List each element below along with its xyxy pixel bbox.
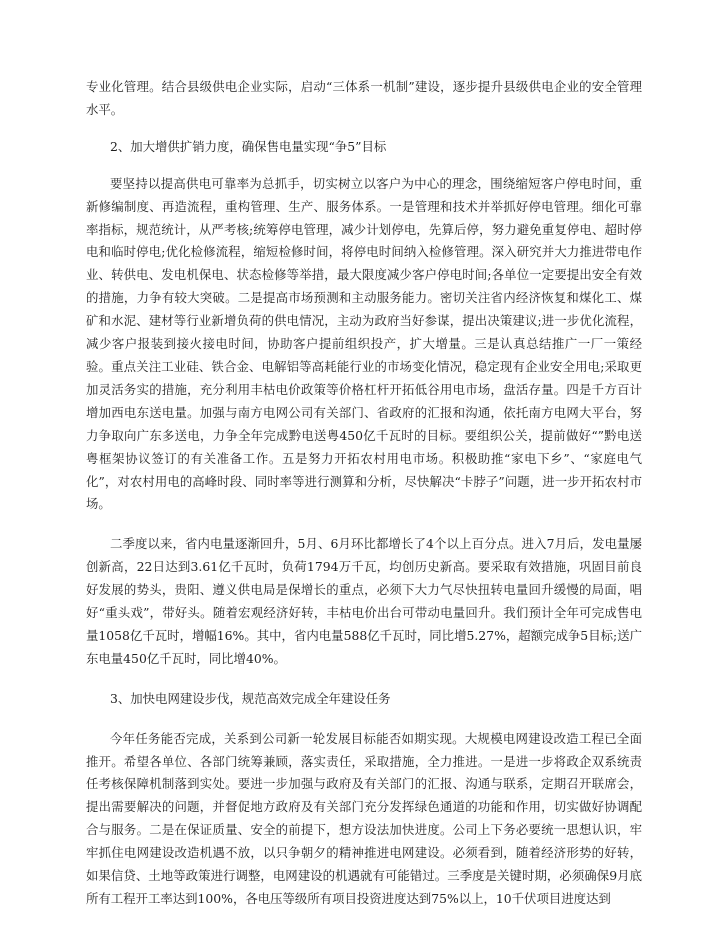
paragraph-safety-management: 专业化管理。结合县级供电企业实际，启动“三体系一机制”建设，逐步提升县级供电企业的安全管理水平。 [86, 79, 642, 117]
document-body [86, 76, 642, 911]
paragraph-q2-electricity: 二季度以来，省内电量逐渐回升，5月、6月环比都增长了4个以上百分点。进入7月后，发电量屡创新高，22日达到3.61亿千瓦时，负荷1794万千瓦，均创历史新高。要采取有效措施，巩固目前良好发展的势头，贵阳、遵义供电局是保增长的重点，必须下大力气尽快扭转电量回升缓慢的局面，唱好“重头戏”，带好头。随着宏观经济好转，丰枯电价出台可带动电量回升。我们预计全年可完成售电量1058亿千瓦时，增幅16%。其中，省内电量588亿千瓦时，同比增5.27%，超额完成争5目标;送广东电量450亿千瓦时，同比增40%。 [86, 536, 642, 666]
section-heading-2: 2、加大增供扩销力度，确保售电量实现“争5”目标 [110, 138, 387, 154]
paragraph-grid-construction: 今年任务能否完成，关系到公司新一轮发展目标能否如期实现。大规模电网建设改造工程已全面推开。希望各单位、各部门统筹兼顾，落实责任，采取措施，全力推进。一是进一步将政企双系统责任考核保障机制落到实处。要进一步加强与政府及有关部门的汇报、沟通与联系，定期召开联席会，提出需要解决的问题，并督促地方政府及有关部门充分发挥绿色通道的功能和作用，切实做好协调配合与服务。二是在保证质量、安全的前提下，想方设法加快进度。公司上下务必要统一思想认识，牢牢抓住电网建设改造机遇不放，以只争朝夕的精神推进电网建设。必须看到，随着经济形势的好转，如果信贷、土地等政策进行调整，电网建设的机遇就有可能错过。三季度是关键时期，必须确保9月底所有工程开工率达到100%，各电压等级所有项目投资进度达到75%以上，10千伏项目进度达到 [86, 730, 642, 906]
paragraph-power-reliability: 要坚持以提高供电可靠率为总抓手，切实树立以客户为中心的理念，围绕缩短客户停电时间，重新修编制度、再造流程，重构管理、生产、服务体系。一是管理和技术并举抓好停电管理。细化可靠率指标，规范统计，从严考核;统筹停电管理，减少计划停电，先算后停，努力避免重复停电、超时停电和临时停电;优化检修流程，缩短检修时间，将停电时间纳入检修管理。深入研究并大力推进带电作业、转供电、发电机保电、状态检修等举措，最大限度减少客户停电时间;各单位一定要提出安全有效的措施，力争有较大突破。二是提高市场预测和主动服务能力。密切关注省内经济恢复和煤化工、煤矿和水泥、建材等行业新增负荷的供电情况，主动为政府当好参谋，提出决策建议;进一步优化流程，减少客户报装到接火接电时间，协助客户提前组织投产，扩大增量。三是认真总结推广一厂一策经验。重点关注工业硅、铁合金、电解铝等高耗能行业的市场变化情况，稳定现有企业安全用电;采取更加灵活务实的措施，充分利用丰枯电价政策等价格杠杆开拓低谷用电市场，盘活存量。四是千方百计增加西电东送电量。加强与南方电网公司有关部门、省政府的汇报和沟通，依托南方电网大平台，努力争取向广东多送电，力争全年完成黔电送粤450亿千瓦时的目标。要组织公关，提前做好“”黔电送粤框架协议签订的有关准备工作。五是努力开拓农村用电市场。积极助推“家电下乡”、“家庭电气化”，对农村用电的高峰时段、同时率等进行测算和分析，尽快解决“卡脖子”问题，进一步开拓农村市场。 [86, 175, 642, 512]
section-heading-3: 3、加快电网建设步伐，规范高效完成全年建设任务 [110, 690, 391, 706]
